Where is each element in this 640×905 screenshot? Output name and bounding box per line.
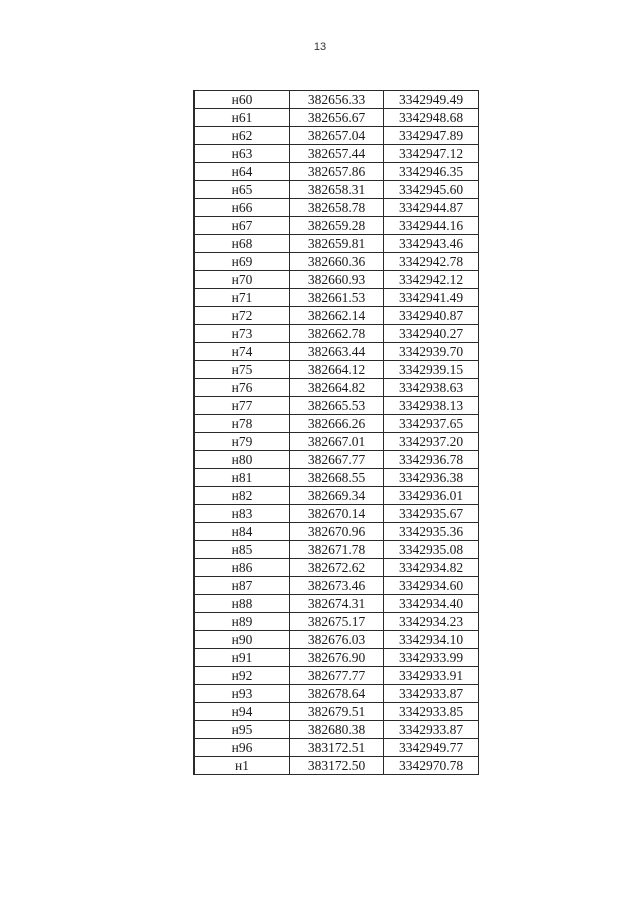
x-coordinate-cell: 382675.17	[290, 613, 384, 631]
table-row	[194, 415, 479, 433]
table-row	[194, 523, 479, 541]
table-row	[194, 271, 479, 289]
table-row	[194, 163, 479, 181]
point-name-cell: н95	[194, 721, 290, 739]
point-name-cell: н69	[194, 253, 290, 271]
y-coordinate-cell: 3342937.20	[384, 433, 479, 451]
y-coordinate-cell: 3342933.99	[384, 649, 479, 667]
table-row	[194, 289, 479, 307]
x-coordinate-cell: 382657.04	[290, 127, 384, 145]
x-coordinate-cell: 382665.53	[290, 397, 384, 415]
y-coordinate-cell: 3342941.49	[384, 289, 479, 307]
point-name-cell: н63	[194, 145, 290, 163]
y-coordinate-cell: 3342933.85	[384, 703, 479, 721]
y-coordinate-cell: 3342935.67	[384, 505, 479, 523]
table-row	[194, 739, 479, 757]
table-row	[194, 667, 479, 685]
x-coordinate-cell: 382676.90	[290, 649, 384, 667]
x-coordinate-cell: 383172.51	[290, 739, 384, 757]
y-coordinate-cell: 3342970.78	[384, 757, 479, 775]
point-name-cell: н71	[194, 289, 290, 307]
y-coordinate-cell: 3342937.65	[384, 415, 479, 433]
table-row	[194, 145, 479, 163]
x-coordinate-cell: 382658.78	[290, 199, 384, 217]
point-name-cell: н77	[194, 397, 290, 415]
y-coordinate-cell: 3342939.15	[384, 361, 479, 379]
point-name-cell: н89	[194, 613, 290, 631]
table-row	[194, 757, 479, 775]
point-name-cell: н62	[194, 127, 290, 145]
y-coordinate-cell: 3342934.82	[384, 559, 479, 577]
x-coordinate-cell: 382662.78	[290, 325, 384, 343]
table-row	[194, 361, 479, 379]
point-name-cell: н66	[194, 199, 290, 217]
x-coordinate-cell: 382664.12	[290, 361, 384, 379]
y-coordinate-cell: 3342947.12	[384, 145, 479, 163]
point-name-cell: н83	[194, 505, 290, 523]
y-coordinate-cell: 3342936.01	[384, 487, 479, 505]
y-coordinate-cell: 3342949.77	[384, 739, 479, 757]
x-coordinate-cell: 382662.14	[290, 307, 384, 325]
table-row	[194, 703, 479, 721]
table-row	[194, 685, 479, 703]
point-name-cell: н70	[194, 271, 290, 289]
table-row	[194, 469, 479, 487]
x-coordinate-cell: 382674.31	[290, 595, 384, 613]
y-coordinate-cell: 3342938.63	[384, 379, 479, 397]
x-coordinate-cell: 382670.96	[290, 523, 384, 541]
table-row	[194, 397, 479, 415]
y-coordinate-cell: 3342934.23	[384, 613, 479, 631]
table-row	[194, 649, 479, 667]
point-name-cell: н94	[194, 703, 290, 721]
point-name-cell: н79	[194, 433, 290, 451]
x-coordinate-cell: 382660.93	[290, 271, 384, 289]
point-name-cell: н85	[194, 541, 290, 559]
y-coordinate-cell: 3342949.49	[384, 91, 479, 109]
table-row	[194, 127, 479, 145]
y-coordinate-cell: 3342947.89	[384, 127, 479, 145]
point-name-cell: н91	[194, 649, 290, 667]
point-name-cell: н80	[194, 451, 290, 469]
point-name-cell: н82	[194, 487, 290, 505]
point-name-cell: н72	[194, 307, 290, 325]
x-coordinate-cell: 382670.14	[290, 505, 384, 523]
x-coordinate-cell: 382661.53	[290, 289, 384, 307]
x-coordinate-cell: 383172.50	[290, 757, 384, 775]
point-name-cell: н76	[194, 379, 290, 397]
table-row	[194, 595, 479, 613]
coordinates-table	[193, 90, 479, 775]
table-row	[194, 253, 479, 271]
y-coordinate-cell: 3342944.87	[384, 199, 479, 217]
point-name-cell: н61	[194, 109, 290, 127]
coordinates-table-body	[194, 91, 479, 775]
x-coordinate-cell: 382672.62	[290, 559, 384, 577]
point-name-cell: н92	[194, 667, 290, 685]
point-name-cell: н96	[194, 739, 290, 757]
point-name-cell: н60	[194, 91, 290, 109]
point-name-cell: н75	[194, 361, 290, 379]
x-coordinate-cell: 382669.34	[290, 487, 384, 505]
y-coordinate-cell: 3342945.60	[384, 181, 479, 199]
point-name-cell: н73	[194, 325, 290, 343]
table-row	[194, 109, 479, 127]
y-coordinate-cell: 3342933.87	[384, 721, 479, 739]
x-coordinate-cell: 382664.82	[290, 379, 384, 397]
y-coordinate-cell: 3342933.91	[384, 667, 479, 685]
table-row	[194, 631, 479, 649]
point-name-cell: н1	[194, 757, 290, 775]
table-row	[194, 181, 479, 199]
y-coordinate-cell: 3342944.16	[384, 217, 479, 235]
point-name-cell: н84	[194, 523, 290, 541]
x-coordinate-cell: 382679.51	[290, 703, 384, 721]
y-coordinate-cell: 3342938.13	[384, 397, 479, 415]
x-coordinate-cell: 382657.86	[290, 163, 384, 181]
table-row	[194, 505, 479, 523]
table-row	[194, 199, 479, 217]
point-name-cell: н86	[194, 559, 290, 577]
y-coordinate-cell: 3342934.60	[384, 577, 479, 595]
y-coordinate-cell: 3342946.35	[384, 163, 479, 181]
point-name-cell: н64	[194, 163, 290, 181]
table-row	[194, 721, 479, 739]
table-row	[194, 541, 479, 559]
table-row	[194, 577, 479, 595]
y-coordinate-cell: 3342935.08	[384, 541, 479, 559]
y-coordinate-cell: 3342936.38	[384, 469, 479, 487]
y-coordinate-cell: 3342942.78	[384, 253, 479, 271]
y-coordinate-cell: 3342948.68	[384, 109, 479, 127]
x-coordinate-cell: 382667.01	[290, 433, 384, 451]
table-row	[194, 343, 479, 361]
y-coordinate-cell: 3342935.36	[384, 523, 479, 541]
x-coordinate-cell: 382659.81	[290, 235, 384, 253]
table-row	[194, 307, 479, 325]
point-name-cell: н93	[194, 685, 290, 703]
x-coordinate-cell: 382676.03	[290, 631, 384, 649]
table-row	[194, 451, 479, 469]
x-coordinate-cell: 382677.77	[290, 667, 384, 685]
x-coordinate-cell: 382658.31	[290, 181, 384, 199]
x-coordinate-cell: 382667.77	[290, 451, 384, 469]
x-coordinate-cell: 382671.78	[290, 541, 384, 559]
y-coordinate-cell: 3342939.70	[384, 343, 479, 361]
point-name-cell: н88	[194, 595, 290, 613]
table-row	[194, 487, 479, 505]
y-coordinate-cell: 3342934.40	[384, 595, 479, 613]
y-coordinate-cell: 3342942.12	[384, 271, 479, 289]
x-coordinate-cell: 382680.38	[290, 721, 384, 739]
table-row	[194, 559, 479, 577]
table-row	[194, 325, 479, 343]
x-coordinate-cell: 382657.44	[290, 145, 384, 163]
x-coordinate-cell: 382678.64	[290, 685, 384, 703]
point-name-cell: н65	[194, 181, 290, 199]
y-coordinate-cell: 3342936.78	[384, 451, 479, 469]
table-row	[194, 613, 479, 631]
x-coordinate-cell: 382660.36	[290, 253, 384, 271]
table-row	[194, 91, 479, 109]
point-name-cell: н68	[194, 235, 290, 253]
table-row	[194, 217, 479, 235]
x-coordinate-cell: 382656.33	[290, 91, 384, 109]
y-coordinate-cell: 3342933.87	[384, 685, 479, 703]
table-row	[194, 235, 479, 253]
point-name-cell: н78	[194, 415, 290, 433]
y-coordinate-cell: 3342940.87	[384, 307, 479, 325]
x-coordinate-cell: 382666.26	[290, 415, 384, 433]
y-coordinate-cell: 3342943.46	[384, 235, 479, 253]
page-number: 13	[313, 41, 327, 53]
table-row	[194, 433, 479, 451]
point-name-cell: н81	[194, 469, 290, 487]
point-name-cell: н74	[194, 343, 290, 361]
point-name-cell: н67	[194, 217, 290, 235]
x-coordinate-cell: 382656.67	[290, 109, 384, 127]
x-coordinate-cell: 382668.55	[290, 469, 384, 487]
point-name-cell: н87	[194, 577, 290, 595]
y-coordinate-cell: 3342934.10	[384, 631, 479, 649]
point-name-cell: н90	[194, 631, 290, 649]
x-coordinate-cell: 382659.28	[290, 217, 384, 235]
y-coordinate-cell: 3342940.27	[384, 325, 479, 343]
table-row	[194, 379, 479, 397]
x-coordinate-cell: 382663.44	[290, 343, 384, 361]
x-coordinate-cell: 382673.46	[290, 577, 384, 595]
